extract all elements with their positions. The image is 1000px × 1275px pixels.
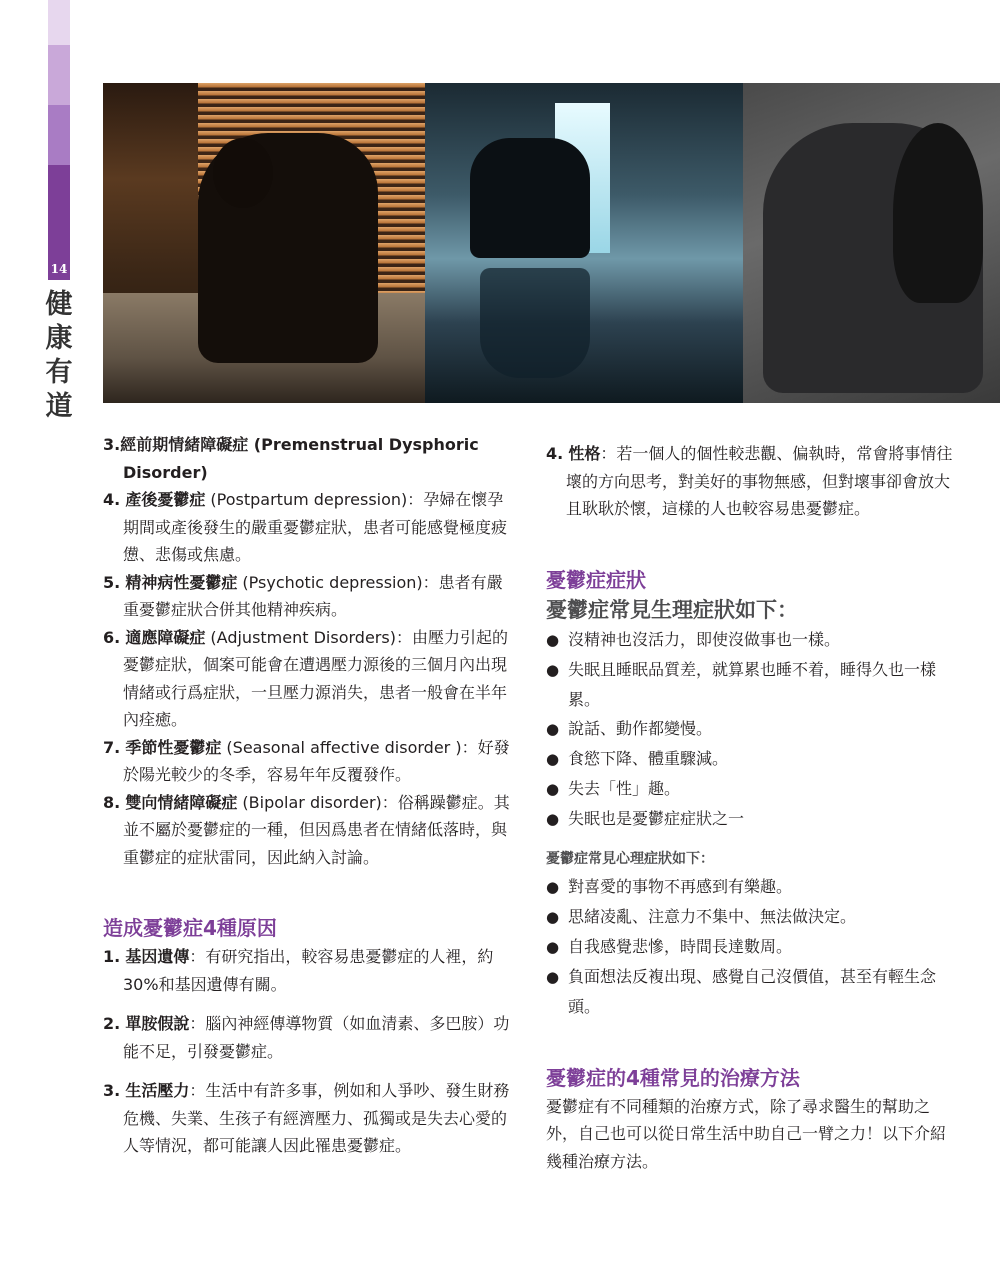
symptom-text: 對喜愛的事物不再感到有樂趣。 xyxy=(568,876,793,896)
item-text: (Bipolar disorder)：俗稱躁鬱症。其並不屬於憂鬱症的一種，但因爲患者在情緒低落時，與重鬱症的症狀雷同，因此納入討論。 xyxy=(123,792,510,867)
item-number: 1. xyxy=(103,947,121,966)
bullet-icon: ● xyxy=(546,937,560,956)
bullet-icon: ● xyxy=(546,877,560,896)
cause-item xyxy=(103,943,513,998)
item-text: (Postpartum depression)：孕婦在懷孕期間或產後發生的嚴重憂鬱症狀，患者可能感覺極度疲憊、悲傷或焦慮。 xyxy=(123,490,508,564)
symptom-item xyxy=(546,714,958,744)
list-item xyxy=(103,486,513,569)
item-number: 7. xyxy=(103,737,121,757)
symptom-text: 食慾下降、體重驟減。 xyxy=(568,748,729,768)
symptom-item xyxy=(546,655,958,714)
item-number: 4. xyxy=(103,490,121,509)
bullet-icon: ● xyxy=(546,719,560,738)
spacer xyxy=(546,523,958,565)
item-text: ：生活中有許多事，例如和人爭吵、發生財務危機、失業、生孩子有經濟壓力、孤獨或是失去心愛的人等情況，都可能讓人因此罹患憂鬱症。 xyxy=(123,1081,510,1155)
bullet-icon: ● xyxy=(546,967,560,986)
symptoms-heading: 憂鬱症症狀 xyxy=(546,567,646,592)
item-number: 6. xyxy=(103,627,121,647)
symptom-item xyxy=(546,902,958,932)
spacer xyxy=(103,871,513,913)
strip-segment xyxy=(48,105,70,165)
item-text: (Premenstrual Dysphoric Disorder) xyxy=(123,435,479,482)
list-item xyxy=(103,789,513,872)
cause-item xyxy=(546,440,958,523)
symptom-text: 說話、動作都變慢。 xyxy=(568,718,713,738)
symptom-item xyxy=(546,774,958,804)
symptom-text: 思緒凌亂、注意力不集中、無法做決定。 xyxy=(568,906,857,926)
item-text: ：有研究指出，較容易患憂鬱症的人裡，約30%和基因遺傳有關。 xyxy=(123,947,494,994)
cause-item xyxy=(103,1077,513,1160)
treatment-paragraph: 憂鬱症有不同種類的治療方式，除了尋求醫生的幫助之外，自己也可以從日常生活中助自己一臂之力！以下介紹幾種治療方法。 xyxy=(546,1096,947,1171)
list-item xyxy=(103,569,513,624)
list-item xyxy=(103,431,513,486)
hair xyxy=(893,123,983,303)
physical-symptoms-heading: 憂鬱症常見生理症狀如下： xyxy=(546,597,798,622)
spacer xyxy=(546,1021,958,1063)
item-number: 2. xyxy=(103,1014,121,1033)
item-title: 單胺假說 xyxy=(125,1014,190,1033)
item-title: 經前期情緒障礙症 xyxy=(120,435,249,454)
spacer xyxy=(546,834,958,846)
item-text: (Seasonal affective disorder )：好發於陽光較少的冬季，容易年年反覆發作。 xyxy=(123,737,510,784)
item-number: 5. xyxy=(103,572,121,592)
item-text: (Psychotic depression)：患者有嚴重憂鬱症狀合併其他精神疾病。 xyxy=(123,572,503,619)
item-title: 產後憂鬱症 xyxy=(125,490,206,509)
bullet-icon: ● xyxy=(546,749,560,768)
spacer xyxy=(103,1065,513,1077)
item-text: (Adjustment Disorders)：由壓力引起的憂鬱症狀，個案可能會在遭遇壓力源後的三個月內出現情緒或行爲症狀，一旦壓力源消失，患者一般會在半年內痊癒。 xyxy=(123,627,508,729)
list-item xyxy=(103,734,513,789)
section-name xyxy=(44,288,74,424)
item-title: 季節性憂鬱症 xyxy=(125,737,222,757)
photo-man-on-bed xyxy=(103,83,425,403)
item-title: 精神病性憂鬱症 xyxy=(125,572,238,592)
section-char: 健 xyxy=(45,289,73,320)
sidebar-color-strip xyxy=(48,0,70,258)
item-number: 3. xyxy=(103,1081,121,1100)
page-number: 14 xyxy=(48,258,70,280)
treatment-heading: 憂鬱症的4種常見的治療方法 xyxy=(546,1065,800,1090)
symptom-text: 自我感覺悲慘，時間長達數周。 xyxy=(568,936,793,956)
item-number: 8. xyxy=(103,792,121,812)
item-text: ：腦內神經傳導物質（如血清素、多巴胺）功能不足，引發憂鬱症。 xyxy=(123,1014,510,1061)
symptom-item xyxy=(546,962,958,1021)
left-column xyxy=(103,431,513,1160)
bullet-icon: ● xyxy=(546,907,560,926)
photo-woman-head-in-hands xyxy=(743,83,1000,403)
causes-heading: 造成憂鬱症4種原因 xyxy=(103,916,277,940)
silhouette xyxy=(470,138,590,258)
bullet-icon: ● xyxy=(546,660,560,679)
item-number: 4. xyxy=(546,444,564,463)
photo-man-in-hallway xyxy=(425,83,743,403)
right-column xyxy=(546,440,958,1175)
symptom-item xyxy=(546,932,958,962)
symptom-item xyxy=(546,872,958,902)
symptom-item xyxy=(546,804,958,834)
symptom-text: 負面想法反複出現、感覺自己沒價值，甚至有輕生念頭。 xyxy=(568,966,937,1016)
list-item xyxy=(103,624,513,734)
bullet-icon: ● xyxy=(546,630,560,649)
item-number: 3. xyxy=(103,435,121,454)
symptom-item xyxy=(546,625,958,655)
item-text: ：若一個人的個性較悲觀、偏執時，常會將事情往壞的方向思考，對美好的事物無感，但對壞事卻會放大且耿耿於懷，這樣的人也較容易患憂鬱症。 xyxy=(566,444,953,518)
cause-item xyxy=(103,1010,513,1065)
symptom-text: 沒精神也沒活力，即使沒做事也一樣。 xyxy=(568,629,841,649)
mental-symptoms-heading: 憂鬱症常見心理症狀如下： xyxy=(546,850,714,867)
section-char: 有 xyxy=(45,357,73,388)
bullet-icon: ● xyxy=(546,779,560,798)
strip-segment xyxy=(48,0,70,45)
photo-strip xyxy=(103,83,1000,403)
bullet-icon: ● xyxy=(546,809,560,828)
section-char: 康 xyxy=(45,323,73,354)
item-title: 生活壓力 xyxy=(125,1081,190,1100)
strip-segment xyxy=(48,165,70,258)
item-title: 雙向情緒障礙症 xyxy=(125,792,238,812)
symptom-text: 失去「性」趣。 xyxy=(568,778,681,798)
spacer xyxy=(103,998,513,1010)
symptom-text: 失眠也是憂鬱症症狀之一 xyxy=(568,808,745,828)
floor-reflection xyxy=(480,268,590,378)
item-title: 性格 xyxy=(568,444,601,463)
item-title: 基因遺傳 xyxy=(125,947,190,966)
item-title: 適應障礙症 xyxy=(125,627,206,647)
section-char: 道 xyxy=(45,391,73,422)
strip-segment xyxy=(48,45,70,105)
silhouette-head xyxy=(213,138,273,208)
symptom-text: 失眠且睡眠品質差，就算累也睡不着，睡得久也一樣累。 xyxy=(568,659,937,709)
symptom-item xyxy=(546,744,958,774)
